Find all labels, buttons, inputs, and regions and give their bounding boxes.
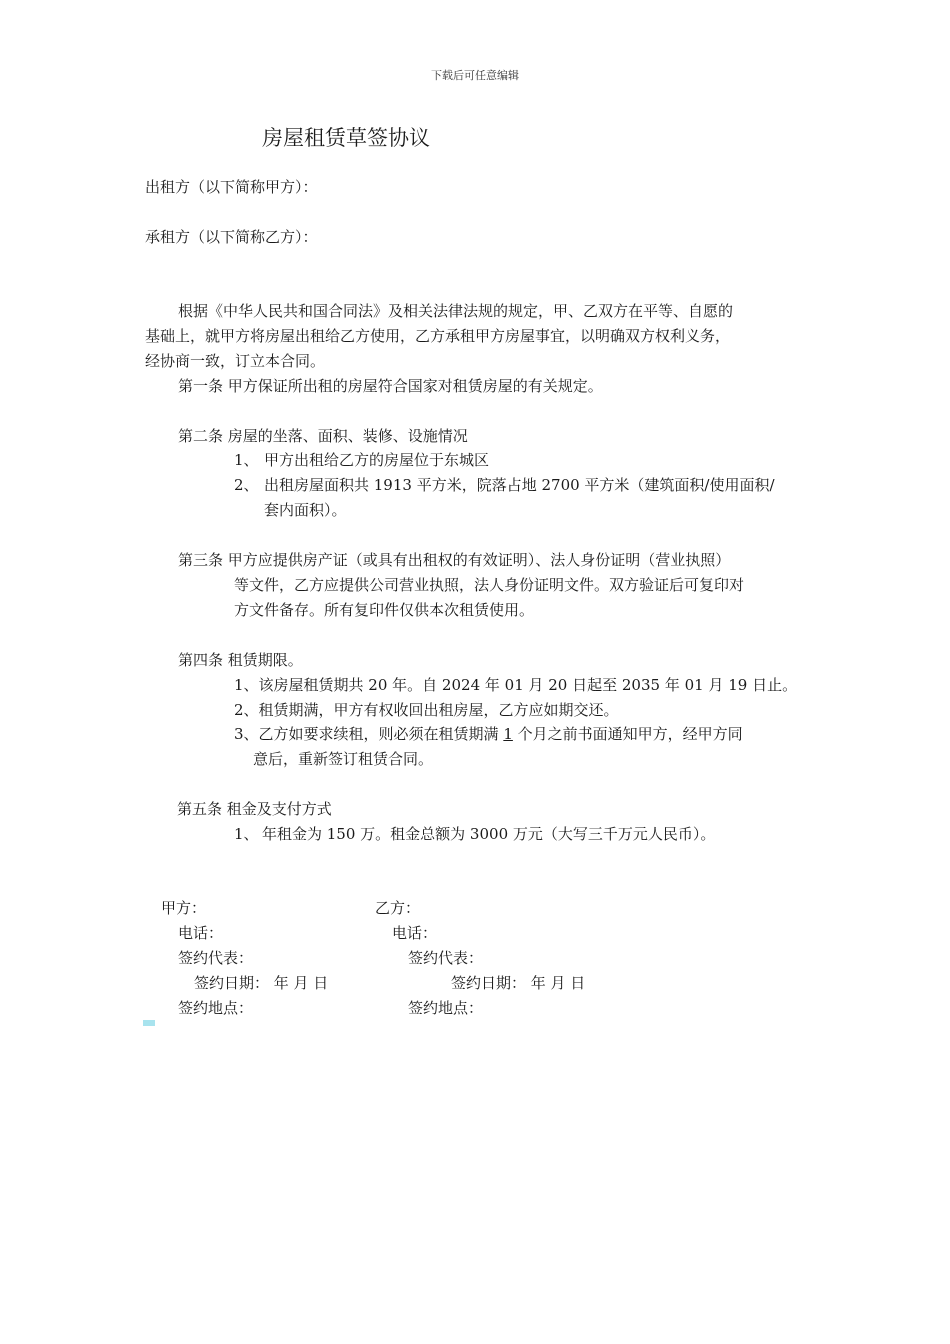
sign-phone-a: 电话：: [178, 924, 224, 942]
sign-phone-b: 电话：: [392, 924, 438, 942]
header-note: 下载后可任意编辑: [431, 69, 519, 82]
article-2-heading: 第二条 房屋的坐落、面积、装修、设施情况: [178, 427, 468, 445]
preamble-line-2: 基础上，就甲方将房屋出租给乙方使用，乙方承租甲方房屋事宜，以明确双方权利义务，: [145, 327, 731, 345]
sign-party-b: 乙方：: [375, 899, 421, 917]
article-2-item-2-line-2: 套内面积）。: [264, 501, 347, 519]
article-3-line-2: 等文件，乙方应提供公司营业执照，法人身份证明文件。双方验证后可复印对: [234, 576, 745, 594]
article-5-item-1-num: 1、: [234, 825, 259, 843]
article-4-item-3: [234, 724, 743, 744]
article-4-item-3-post: 个月之前书面通知甲方，经甲方同: [512, 725, 743, 743]
document-title: 房屋租赁草签协议: [262, 126, 430, 150]
sign-rep-a: 签约代表：: [178, 949, 254, 967]
lessor-line: 出租方（以下简称甲方）：: [145, 178, 318, 196]
sign-party-a: 甲方：: [161, 899, 207, 917]
sign-rep-b: 签约代表：: [408, 949, 484, 967]
article-2-item-1-num: 1、: [234, 451, 259, 469]
article-4-item-3-pre: 3、乙方如要求续租，则必须在租赁期满: [234, 725, 504, 743]
preamble-line-1: 根据《中华人民共和国合同法》及相关法律法规的规定，甲、乙双方在平等、自愿的: [178, 302, 734, 320]
text-cursor-marker: [143, 1020, 155, 1026]
notice-months-value: 1: [503, 725, 513, 743]
sign-place-a: 签约地点：: [178, 999, 254, 1017]
sign-place-b: 签约地点：: [408, 999, 484, 1017]
article-1: 第一条 甲方保证所出租的房屋符合国家对租赁房屋的有关规定。: [178, 377, 603, 395]
article-5-heading: 第五条 租金及支付方式: [177, 800, 332, 818]
article-3-line-3: 方文件备存。所有复印件仅供本次租赁使用。: [234, 601, 535, 619]
article-5-item-1: 年租金为 150 万。租金总额为 3000 万元（大写三千万元人民币）。: [262, 825, 716, 843]
preamble-line-3: 经协商一致，订立本合同。: [145, 352, 326, 370]
article-2-item-2-num: 2、: [234, 476, 259, 494]
lessee-line: 承租方（以下简称乙方）：: [145, 228, 318, 246]
article-4-item-1: 1、该房屋租赁期共 20 年。自 2024 年 01 月 20 日起至 2035 年 01 月 19 日止。: [234, 676, 798, 694]
article-2-item-2-line-1: 出租房屋面积共 1913 平方米，院落占地 2700 平方米（建筑面积/使用面积/: [264, 476, 775, 494]
article-4-item-3-line-2: 意后，重新签订租赁合同。: [253, 750, 434, 768]
sign-date-b: 签约日期： 年 月 日: [451, 974, 586, 992]
article-4-heading: 第四条 租赁期限。: [178, 651, 303, 669]
article-3-line-1: 第三条 甲方应提供房产证（或具有出租权的有效证明）、法人身份证明（营业执照）: [178, 551, 731, 569]
article-4-item-2: 2、租赁期满，甲方有权收回出租房屋，乙方应如期交还。: [234, 701, 619, 719]
article-2-item-1: 甲方出租给乙方的房屋位于东城区: [264, 451, 490, 469]
sign-date-a: 签约日期： 年 月 日: [194, 974, 329, 992]
